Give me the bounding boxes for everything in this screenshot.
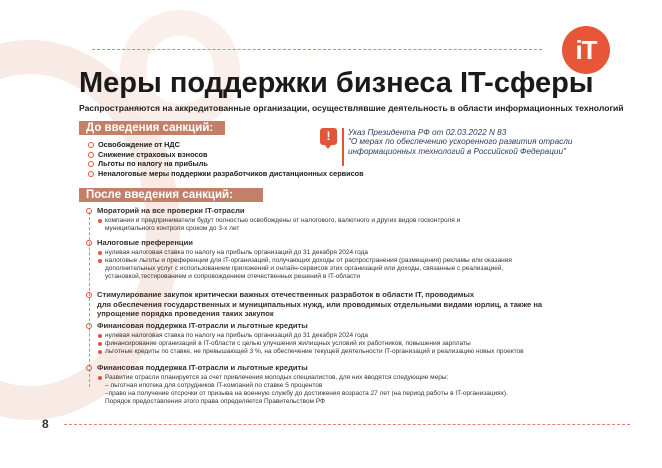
note-accent-line [342,128,344,166]
list-item: компании и предприниматели будут полностью освобождены от налогового, валютного и других видов госконтроля и муниципального контроля сроком до 3-х лет [98,217,460,233]
ring-bullet-icon [86,208,92,214]
measure-group-tax [86,238,512,281]
ring-bullet-icon [86,240,92,246]
measure-group-specialists [86,363,508,406]
page-title: Меры поддержки бизнеса IT-сферы [79,67,594,99]
group-title: Мораторий на все проверки IT-отрасли [86,206,460,216]
dot-bullet-icon [98,259,102,263]
top-divider [92,49,542,50]
ring-bullet-icon [88,142,94,148]
measure-group-moratorium [86,206,460,233]
ring-bullet-icon [88,161,94,167]
dot-bullet-icon [98,342,102,346]
list-item: Снижение страховых взносов [88,150,364,160]
group-title: Стимулирование закупок критически важных отечественных разработок в области IT, проводимых для обеспечения государственных и муниципальных нужд, или проводимых отдельными видами юрлиц, а также на упрощение порядка проведения таких закупок [86,290,542,319]
ring-bullet-icon [86,323,92,329]
exclamation-icon: ! [320,128,337,145]
group-title: Финансовая поддержка IT-отрасли и льготные кредиты [86,321,524,331]
list-item: нулевая налоговая ставка по налогу на прибыль организаций до 31 декабря 2024 года [98,249,512,257]
group-title: Налоговые преференции [86,238,512,248]
page-subtitle: Распространяются на аккредитованные организации, осуществлявшие деятельность в области информационных технологий [79,103,624,113]
list-item: нулевая налоговая ставка по налогу на прибыль организаций до 31 декабря 2024 года [98,332,524,340]
ring-bullet-icon [86,365,92,371]
measure-group-procurement [86,290,542,319]
dot-bullet-icon [98,376,102,380]
it-logo-badge: iT [562,26,610,74]
dot-bullet-icon [98,334,102,338]
before-sanctions-heading: До введения санкций: [79,121,225,135]
list-item: финансирование организаций в IT-области с целью улучшения жилищных условий их работников, повышения зарплаты [98,340,524,348]
after-sanctions-heading: После введения санкций: [79,188,263,202]
ring-bullet-icon [86,292,92,298]
bottom-divider [64,424,630,425]
ring-bullet-icon [88,171,94,177]
dot-bullet-icon [98,350,102,354]
decree-note [320,128,620,168]
measure-group-finance [86,321,524,356]
list-item: налоговые льготы и преференции для IT-организаций, получающих доходы от распространения (размещения) рекламы или оказания дополнительных услуг с использованием приложений и онлайн-сервисов этих организаций или доходы, связанные с реализацией, установкой,тестированием и сопровождением отечественных решений в IT-области [98,257,512,282]
list-item: льготные кредиты по ставке, не превышающей 3 %, на обеспечение текущей деятельности IT-организаций и реализацию новых проектов [98,348,524,356]
list-item: Развитие отрасли планируется за счет привлечения молодых специалистов, для них вводятся следующие меры: – льготная ипотека для сотрудников IT-компаний по ставке 5 процентов –право на получение отсрочки от призыва на военную службу до достижения возраста 27 лет (на период работы в IT-организациях). Порядок предоставления этого права определяется Правительством РФ [98,374,508,407]
ring-bullet-icon [88,152,94,158]
dot-bullet-icon [98,251,102,255]
dot-bullet-icon [98,219,102,223]
list-item: Льготы по налогу на прибыль [88,159,364,169]
decree-text: Указ Президента РФ от 02.03.2022 N 83 "О мерах по обеспечению ускоренного развития отрасли информационных технологий в Российской Федерации" [348,128,573,156]
group-title: Финансовая поддержка IT-отрасли и льготные кредиты [86,363,508,373]
list-item: Неналоговые меры поддержки разработчиков дистанционных сервисов [88,169,364,179]
page-number: 8 [42,417,49,431]
list-item: Освобождение от НДС [88,140,364,150]
